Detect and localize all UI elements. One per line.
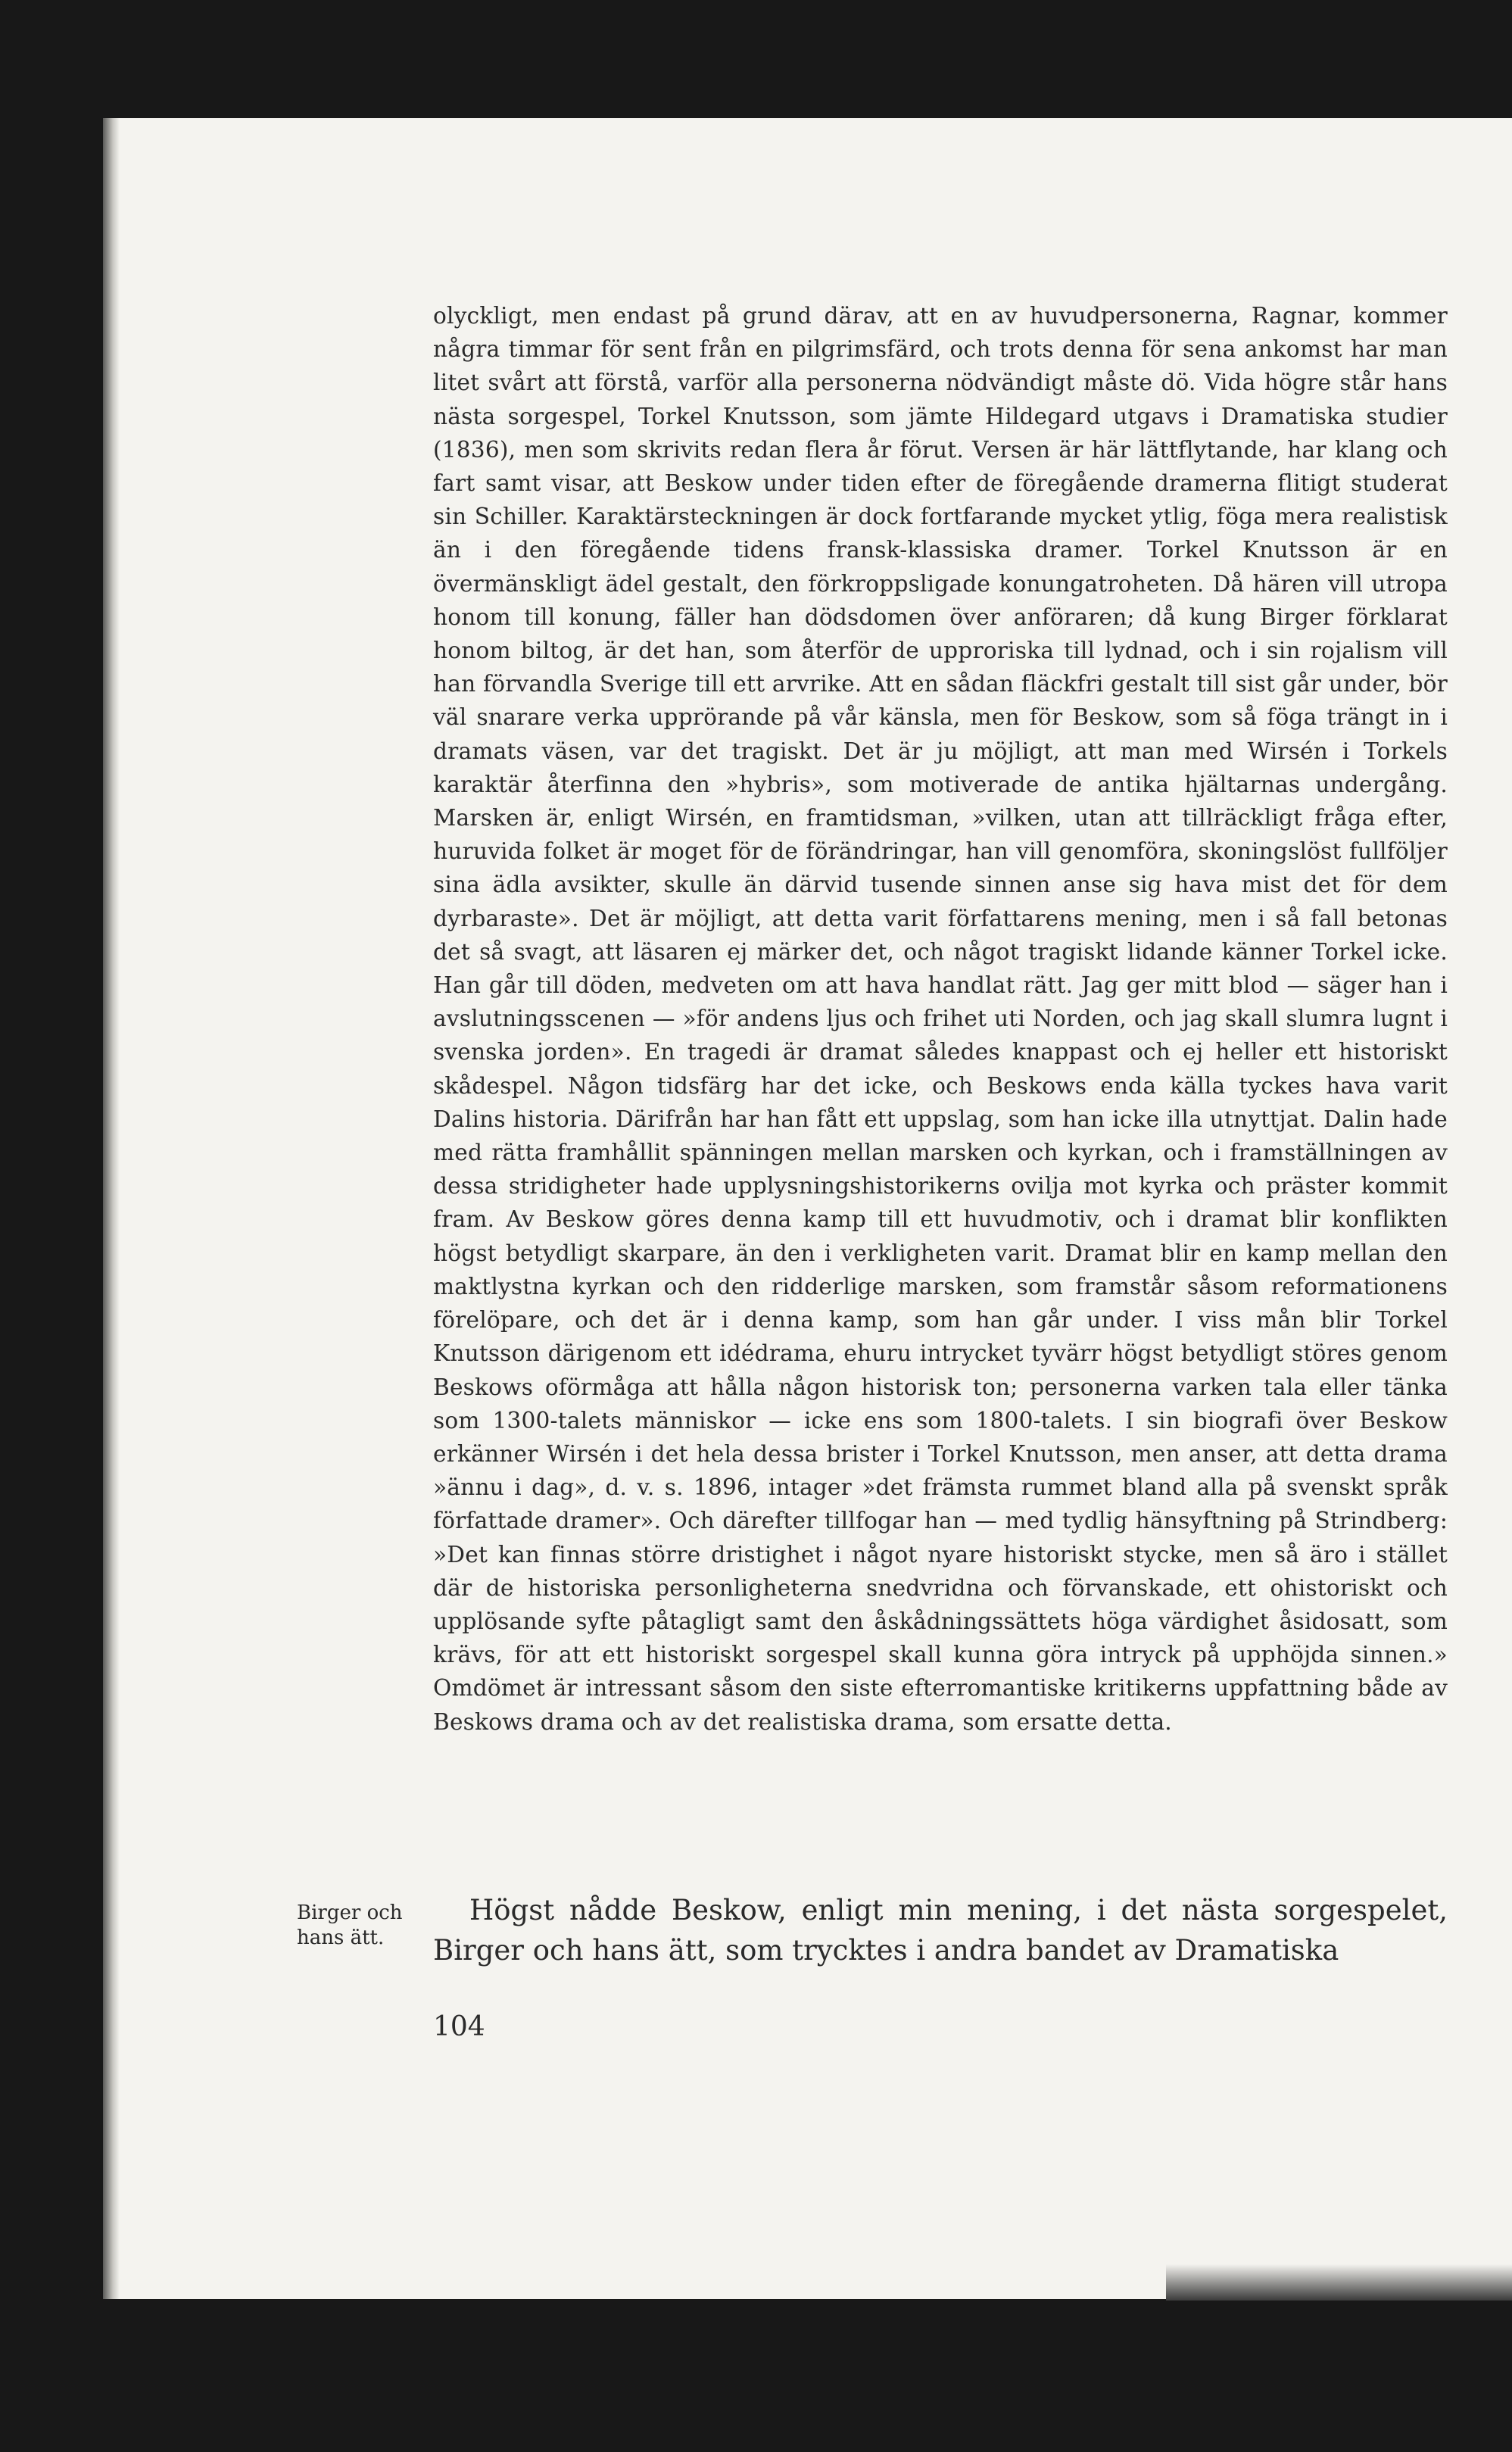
page-gutter-shadow bbox=[103, 118, 120, 2299]
page-number: 104 bbox=[433, 2011, 485, 2042]
second-paragraph: Högst nådde Beskow, enligt min mening, i det nästa sorgespelet, Birger och hans ätt, som trycktes i andra bandet av Dramatiska bbox=[433, 1894, 1448, 1967]
page-bottom-edge bbox=[1166, 2264, 1512, 2301]
margin-note: Birger och hans ätt. bbox=[297, 1901, 403, 1949]
body-paragraph: olyckligt, men endast på grund därav, att en av huvudpersonerna, Ragnar, kommer några timmar för sent från en pilgrimsfärd, och trots denna för sena ankomst har man litet svårt att förstå, varför alla personerna nödvändigt måste dö. Vida högre står hans nästa sorgespel, Torkel Knutsson, som jämte Hildegard utgavs i Dramatiska studier (1836), men som skrivits redan flera år förut. Versen är här lättflytande, har klang och fart samt visar, att Beskow under tiden efter de föregående dramerna flitigt studerat sin Schiller. Karaktärsteckningen är dock fortfarande mycket ytlig, föga mera realistisk än i den föregående tidens fransk-klassiska dramer. Torkel Knutsson är en övermänskligt ädel gestalt, den förkroppsligade konungatroheten. Då hären vill utropa honom till konung, fäller han dödsdomen över anföraren; då kung Birger förklarat honom biltog, är det han, som återför de upproriska till lydnad, och i sin rojalism vill han förvandla Sverige till ett arvrike. Att en sådan fläckfri gestalt till sist går under, bör väl snarare verka upprörande på vår känsla, men för Beskow, som så föga trängt in i dramats väsen, var det tragiskt. Det är ju möjligt, att man med Wirsén i Torkels karaktär återfinna den »hybris», som motiverade de antika hjältarnas undergång. Marsken är, enligt Wirsén, en framtidsman, »vilken, utan att tillräckligt fråga efter, huruvida folket är moget för de förändringar, han vill genomföra, skoningslöst fullföljer sina ädla avsikter, skulle än därvid tusende sinnen anse sig hava mist det för dem dyrbaraste». Det är möjligt, att detta varit författarens mening, men i så fall betonas det så svagt, att läsaren ej märker det, och något tragiskt lidande känner Torkel icke. Han går till döden, medveten om att hava handlat rätt. Jag ger mitt blod — säger han i avslutningsscenen — »för andens ljus och frihet uti Norden, och jag skall slumra lugnt i svenska jorden». En tragedi är dramat således knappast och ej heller ett historiskt skådespel. Någon tidsfärg har det icke, och Beskows enda källa tyckes hava varit Dalins historia. Därifrån har han fått ett uppslag, som han icke illa utnyttjat. Dalin hade med rätta framhållit spänningen mellan marsken och kyrkan, och i framställningen av dessa stridigheter hade upplysningshistorikerns ovilja mot kyrka och präster kommit fram. Av Beskow göres denna kamp till ett huvudmotiv, och i dramat blir konflikten högst betydligt skarpare, än den i verkligheten varit. Dramat blir en kamp mellan den maktlystna kyrkan och den ridderlige marsken, som framstår såsom reformationens förelöpare, och det är i denna kamp, som han går under. I viss mån blir Torkel Knutsson därigenom ett idédrama, ehuru intrycket tyvärr högst betydligt störes genom Beskows oförmåga att hålla någon historisk ton; personerna varken tala eller tänka som 1300-talets människor — icke ens som 1800-talets. I sin biografi över Beskow erkänner Wirsén i det hela dessa brister i Torkel Knutsson, men anser, att detta drama »ännu i dag», d. v. s. 1896, intager »det främsta rummet bland alla på svenskt språk författade dramer». Och därefter tillfogar han — med tydlig hänsyftning på Strindberg: »Det kan finnas större dristighet i något nyare historiskt stycke, men så äro i stället där de historiska personligheterna snedvridna och förvanskade, ett ohistoriskt och upplösande syfte påtagligt samt den åskådningssättets höga värdighet åsidosatt, som krävs, för att ett historiskt sorgespel skall kunna göra intryck på upphöjda sinnen.» Omdömet är intressant såsom den siste efterromantiske kritikerns uppfattning både av Beskows drama och av det realistiska drama, som ersatte detta. bbox=[433, 303, 1448, 1735]
